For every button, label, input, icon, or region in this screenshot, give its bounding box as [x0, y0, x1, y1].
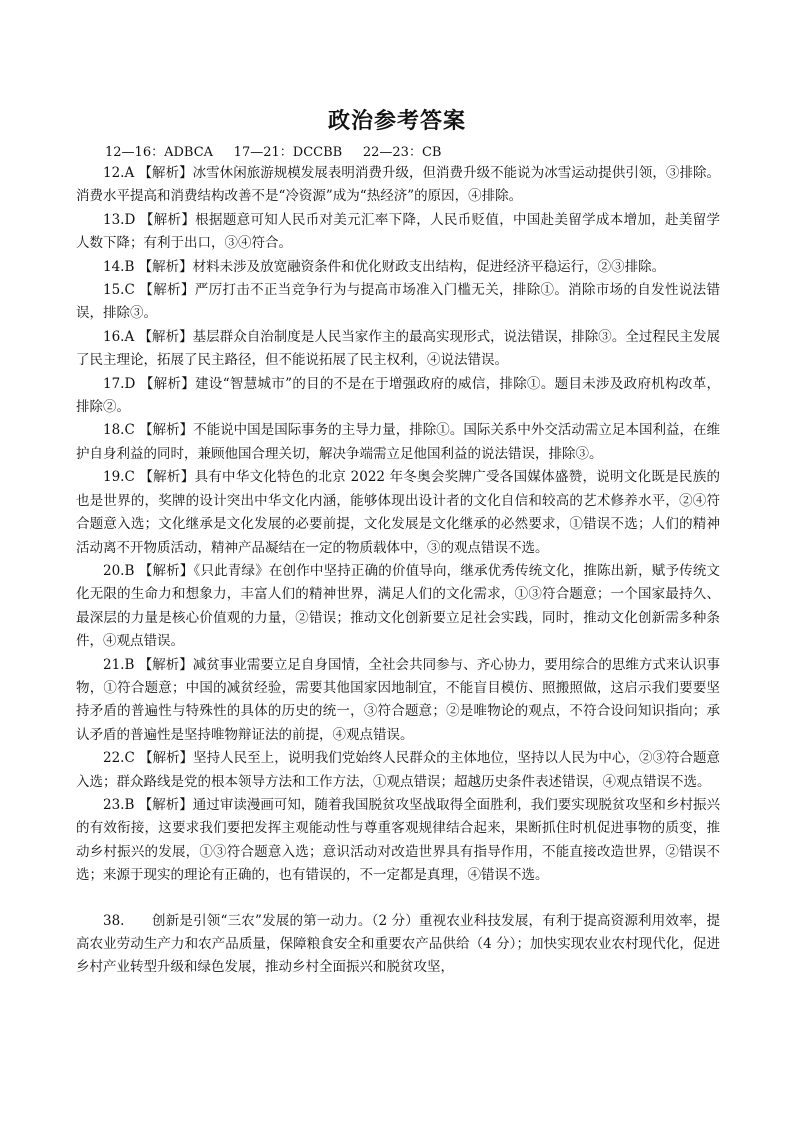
answer-38: 38. 创新是引领“三农”发展的第一动力。（2 分）重视农业科技发展，有利于提高资源利用效率，提高农业劳动生产力和农产品质量，保障粮食安全和重要农产品供给（4 分）；加快实现农业农村现代化，促进乡村产业转型升级和绿色发展，推动乡村全面振兴和脱贫攻坚，	[76, 912, 720, 976]
explanation-21: 21.B 【解析】减贫事业需要立足自身国情，全社会共同参与、齐心协力，要用综合的思维方式来认识事物，①符合题意；中国的减贫经验，需要其他国家因地制宜，不能盲目模仿、照搬照做，这启示我们要要坚持矛盾的普遍性与特殊性的具体的历史的统一，③符合题意；②是唯物论的观点，不符合设问知识指向；承认矛盾的普遍性是坚持唯物辩证法的前提，④观点错误。	[76, 656, 720, 743]
explanation-13: 13.D 【解析】根据题意可知人民币对美元汇率下降，人民币贬值，中国赴美留学成本增加，赴美留学人数下降；有利于出口，③④符合。	[76, 211, 720, 252]
explanation-14: 14.B 【解析】材料未涉及放宽融资条件和优化财政支出结构，促进经济平稳运行，②③排除。	[103, 258, 666, 275]
explanation-22: 22.C 【解析】坚持人民至上，说明我们党始终人民群众的主体地位，坚持以人民为中心，②③符合题意入选；群众路线是党的根本领导方法和工作方法，①观点错误；超越历史条件表述错误，④观点错误不选。	[76, 750, 720, 790]
explanation-16: 16.A 【解析】基层群众自治制度是人民当家作主的最高实现形式，说法错误，排除③。全过程民主发展了民主理论，拓展了民主路径，但不能说拓展了民主权利，④说法错误。	[76, 328, 720, 369]
explanation-content	[76, 162, 720, 980]
explanation-17: 17.D 【解析】建设“智慧城市”的目的不是在于增强政府的威信，排除①。题目未涉及政府机构改革，排除②。	[76, 375, 720, 416]
explanation-19: 19.C 【解析】具有中华文化特色的北京 2022 年冬奥会奖牌广受各国媒体盛赞，说明文化既是民族的也是世界的，奖牌的设计突出中华文化内涵，能够体现出设计者的文化自信和较高的艺术修养水平，②④符合题意入选；文化继承是文化发展的必要前提，文化发展是文化继承的必然要求，①错误不选；人们的精神活动离不开物质活动，精神产品凝结在一定的物质载体中，③的观点错误不选。	[76, 469, 720, 556]
explanation-23: 23.B 【解析】通过审读漫画可知，随着我国脱贫攻坚战取得全面胜利，我们要实现脱贫攻坚和乡村振兴的有效衔接，这要求我们要把发挥主观能动性与尊重客观规律结合起来，果断抓住时机促进事物的质变，推动乡村振兴的发展，①③符合题意入选；意识活动对改造世界具有指导作用，不能直接改造世界，②错误不选；来源于现实的理论有正确的，也有错误的，不一定都是真理，④错误不选。	[76, 796, 720, 884]
explanation-18: 18.C 【解析】不能说中国是国际事务的主导力量，排除①。国际关系中外交活动需立足本国利益，在维护自身利益的同时，兼顾他国合理关切，解决争端需立足他国利益的说法错误，排除③。	[76, 422, 720, 462]
explanation-15: 15.C 【解析】严厉打击不正当竞争行为与提高市场准入门槛无关，排除①。消除市场的自发性说法错误，排除③。	[76, 282, 720, 322]
explanation-20: 20.B 【解析】《只此青绿》在创作中坚持正确的价值导向，继承优秀传统文化，推陈出新，赋予传统文化无限的生命力和想象力，丰富人们的精神世界，满足人们的文化需求，①③符合题意；一个国家最持久、最深层的力量是核心价值观的力量，②错误；推动文化创新要立足社会实践，同时，推动文化创新需多种条件，④观点错误。	[76, 562, 720, 650]
page-title: 政治参考答案	[327, 108, 466, 134]
answer-key-line: 12—16：ADBCA 17—21：DCCBB 22—23：CB	[105, 145, 442, 160]
explanation-12: 12.A 【解析】冰雪休闲旅游规模发展表明消费升级，但消费升级不能说为冰雪运动提供引领，③排除。消费水平提高和消费结构改善不是“冷资源”成为“热经济”的原因，④排除。	[76, 165, 720, 205]
